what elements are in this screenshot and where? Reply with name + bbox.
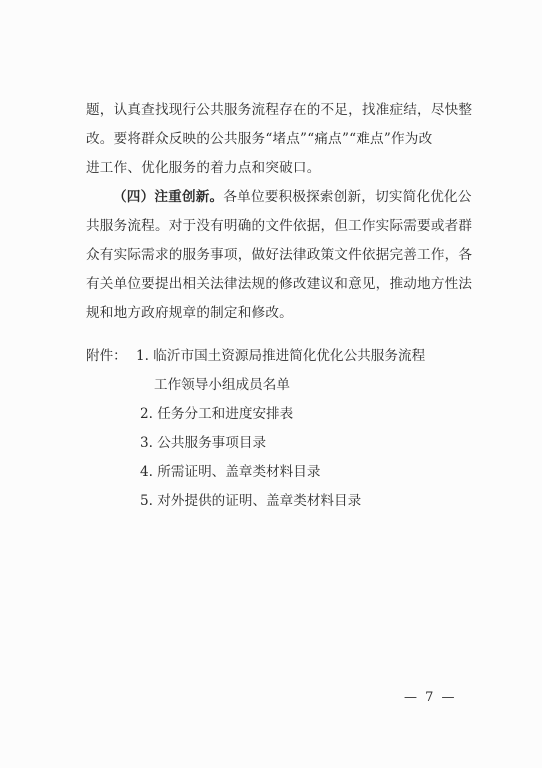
attachment-item-5: 5. 对外提供的证明、盖章类材料目录 <box>140 493 362 509</box>
attachment-item-2: 2. 任务分工和进度安排表 <box>140 406 294 422</box>
page-number: — 7 — <box>404 690 457 705</box>
section-heading: （四）注重创新。 <box>113 189 224 205</box>
paragraph-line: 众有实际需求的服务事项，做好法律政策文件依据完善工作，各 <box>86 247 473 263</box>
paragraph-line: 改。要将群众反映的公共服务“堵点”“痛点”“难点”作为改 <box>86 131 433 147</box>
paragraph-line: 规和地方政府规章的制定和修改。 <box>86 305 293 321</box>
paragraph-line: 有关单位要提出相关法律法规的修改建议和意见，推动地方性法 <box>86 276 473 292</box>
paragraph-line: 共服务流程。对于没有明确的文件依据，但工作实际需要或者群 <box>86 218 473 234</box>
paragraph-text: 各单位要积极探索创新，切实简化优化公 <box>223 189 472 205</box>
attachments-list <box>86 342 486 516</box>
attachment-item <box>86 342 486 371</box>
paragraph-line <box>86 183 474 212</box>
body-text <box>86 96 474 328</box>
paragraph-line: 进工作、优化服务的着力点和突破口。 <box>86 160 321 176</box>
attachment-item-3: 3. 公共服务事项目录 <box>140 435 267 451</box>
paragraph-line: 题，认真查找现行公共服务流程存在的不足，找准症结，尽快整 <box>86 102 473 118</box>
attachments-label: 附件： <box>86 348 127 364</box>
attachment-item-1-continued: 工作领导小组成员名单 <box>154 377 290 393</box>
attachment-item-1: 1. 临沂市国土资源局推进简化优化公共服务流程 <box>136 348 426 364</box>
attachment-item-4: 4. 所需证明、盖章类材料目录 <box>140 464 321 480</box>
